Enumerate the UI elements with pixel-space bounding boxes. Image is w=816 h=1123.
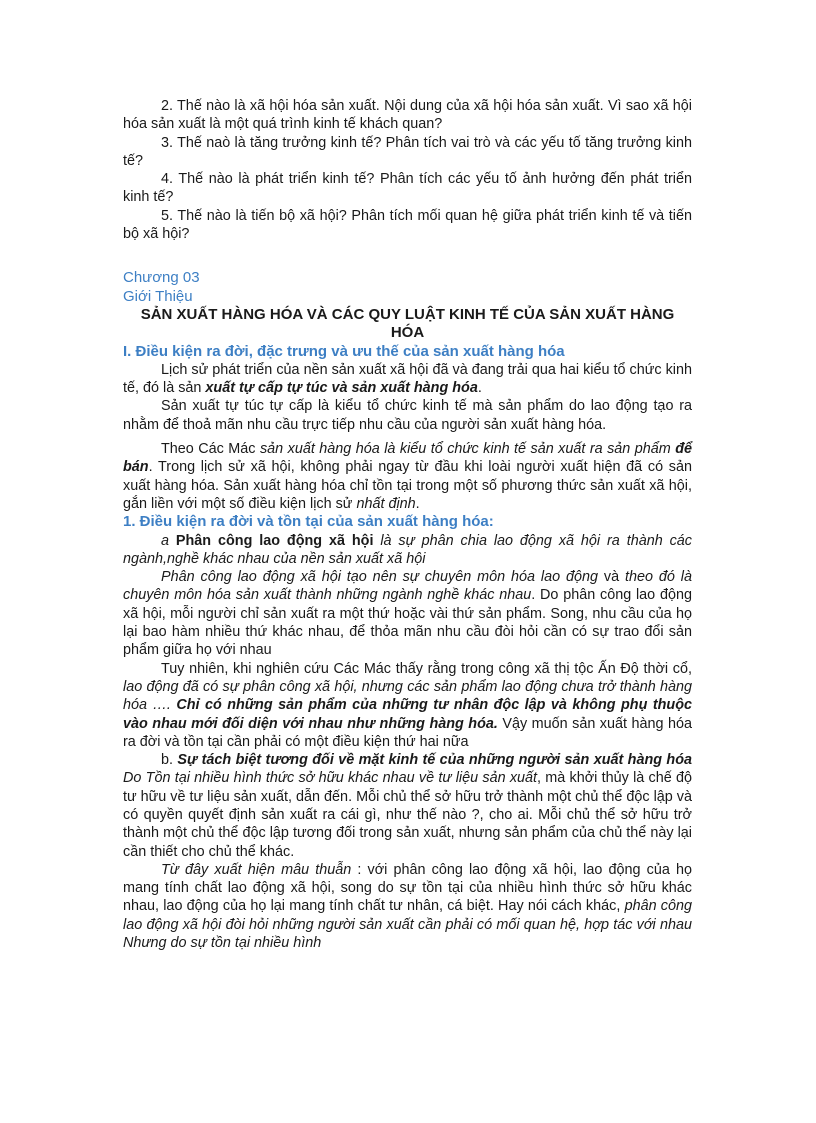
paragraph: Phân công lao động xã hội tạo nên sự chuyên môn hóa lao động và theo đó là chuyên môn hóa sản xuất thành những ngành nghề khác nhau. Do phân công lao động xã hội, mỗi người chỉ sản xuất ra một thứ hoặc vài thứ sản phẩm. Song, nhu cầu của họ lại bao hàm nhiều thứ khác nhau, để thỏa mãn nhu cầu đòi hỏi cần có sự trao đổi sản phẩm giữa họ với nhau bbox=[123, 569, 692, 659]
paragraph: Theo Các Mác sản xuất hàng hóa là kiểu tổ chức kinh tế sản xuất ra sản phẩm để bán. Trong lịch sử xã hội, không phải ngay từ đầu khi loài người xuất hiện đã có sản xuất hàng hóa. Sản xuất hàng hóa chỉ tồn tại trong một số phương thức sản xuất xã hội, gắn liền với một số điều kiện lịch sử nhất định. bbox=[123, 441, 692, 512]
chapter-number: Chương 03 bbox=[123, 269, 200, 287]
chapter-title: SẢN XUẤT HÀNG HÓA VÀ CÁC QUY LUẬT KINH TẾ CỦA SẢN XUẤT HÀNG HÓA bbox=[140, 305, 675, 342]
chapter-intro: Giới Thiệu bbox=[123, 287, 193, 305]
document-page bbox=[123, 97, 692, 952]
paragraph: Tuy nhiên, khi nghiên cứu Các Mác thấy rằng trong công xã thị tộc Ấn Độ thời cổ, lao động đã có sự phân công xã hội, nhưng các sản phẩm lao động chưa trở thành hàng hóa …. Chỉ có những sản phẩm của những tư nhân độc lập và không phụ thuộc vào nhau mới đối diện với nhau như những hàng hóa. Vậy muốn sản xuất hàng hóa ra đời và tồn tại cần phải có một điều kiện thứ hai nữa bbox=[123, 660, 692, 750]
subsection-heading: 1. Điều kiện ra đời và tồn tại của sản xuất hàng hóa: bbox=[123, 513, 494, 531]
question-2: 2. Thế nào là xã hội hóa sản xuất. Nội dung của xã hội hóa sản xuất. Vì sao xã hội hóa sản xuất là một quá trình kinh tế khách quan? bbox=[123, 98, 692, 133]
question-5: 5. Thế nào là tiến bộ xã hội? Phân tích mối quan hệ giữa phát triển kinh tế và tiến bộ xã hội? bbox=[123, 207, 692, 243]
question-3: 3. Thế naò là tăng trưởng kinh tế? Phân tích vai trò và các yếu tố tăng trưởng kinh tế? bbox=[123, 134, 692, 169]
paragraph: b. Sự tách biệt tương đối về mặt kinh tế của những người sản xuất hàng hóa Do Tồn tại nhiều hình thức sở hữu khác nhau về tư liệu sản xuất, mà khởi thủy là chế độ tư hữu về tư liệu sản xuất, dẫn đến. Mỗi chủ thể sở hữu trở thành một chủ thể độc lập và có quyền quyết định sản xuất ra cái gì, như thế nào ?, cho ai. Mỗi chủ thể sở hữu trở thành một chủ thể độc lập tương đối trong sản xuất, nhưng sản phẩm của chủ thể này lại cần thiết cho chủ thể khác. bbox=[123, 752, 693, 860]
paragraph: a Phân công lao động xã hội là sự phân chia lao động xã hội ra thành các ngành,nghề khác nhau của nền sản xuất xã hội bbox=[123, 532, 692, 567]
paragraph: Lịch sử phát triển của nền sản xuất xã hội đã và đang trải qua hai kiểu tổ chức kinh tế, đó là sản xuất tự cấp tự túc và sản xuất hàng hóa. bbox=[123, 361, 692, 397]
section-heading: I. Điều kiện ra đời, đặc trưng và ưu thế của sản xuất hàng hóa bbox=[123, 342, 565, 360]
question-4: 4. Thế nào là phát triển kinh tế? Phân tích các yếu tố ảnh hưởng đến phát triển kinh tế? bbox=[123, 171, 692, 206]
paragraph: Sản xuất tự túc tự cấp là kiểu tổ chức kinh tế mà sản phẩm do lao động tạo ra nhằm để thoả mãn nhu cầu trực tiếp nhu cầu của người sản xuất hàng hóa. bbox=[123, 398, 692, 433]
spacer bbox=[123, 243, 692, 263]
paragraph: Từ đây xuất hiện mâu thuẫn : với phân công lao động xã hội, lao động của họ mang tính chất lao động xã hội, song do sự tồn tại của nhiều hình thức sở hữu khác nhau, lao động của họ lại mang tính chất tư nhân, cá biệt. Hay nói cách khác, phân công lao động xã hội đòi hỏi những người sản xuất cần phải có mối quan hệ, hợp tác với nhau Nhưng do sự tồn tại nhiều hình bbox=[123, 861, 693, 952]
